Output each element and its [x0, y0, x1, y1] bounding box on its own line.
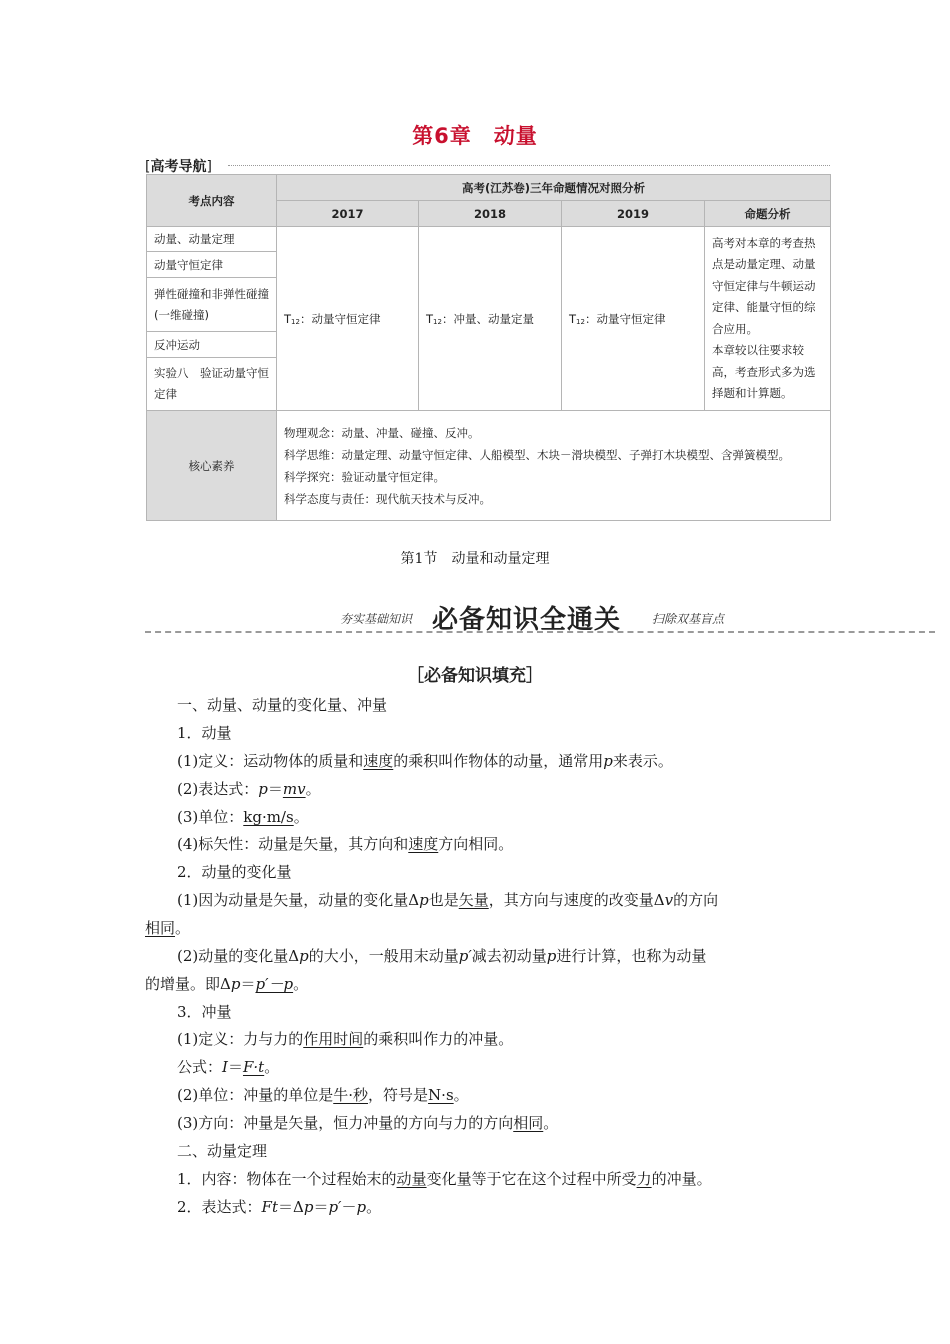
banner-main-text: 必备知识全通关 — [432, 605, 622, 635]
core-line: 科学思维：动量定理、动量守恒定律、人船模型、木块－滑块模型、子弹打木块模型、含弹簧模型。 — [284, 447, 790, 462]
text-line: (2)单位：冲量的单位是牛·秒，符号是N·s。 — [177, 1086, 469, 1104]
text-line: 公式：I＝F·t。 — [177, 1058, 280, 1076]
text-line: (2)动量的变化量Δp的大小，一般用末动量p′减去初动量p进行计算，也称为动量 — [177, 947, 707, 965]
text-line: (4)标矢性：动量是矢量，其方向和速度方向相同。 — [177, 835, 514, 853]
gaokao-nav-tag: [高考导航] — [145, 159, 212, 175]
question-2018: T12：冲量、动量定量 — [419, 227, 562, 411]
text-line: 的增量。即Δp＝p′－p。 — [145, 975, 309, 993]
header-exam-analysis: 高考(江苏卷)三年命题情况对照分析 — [277, 175, 831, 201]
core-literacy-content — [277, 411, 831, 521]
gaokao-nav-table — [146, 174, 831, 521]
analysis-paragraph: 高考对本章的考查热点是动量定理、动量守恒定律与牛顿运动定律、能量守恒的综合应用。 — [712, 235, 816, 336]
header-analysis: 命题分析 — [705, 201, 831, 227]
analysis-cell — [705, 227, 831, 411]
topic-cell: 动量、动量定理 — [147, 227, 277, 252]
analysis-paragraph: 本章较以往要求较高，考查形式多为选择题和计算题。 — [712, 343, 816, 400]
fill-title: ［必备知识填充］ — [407, 666, 543, 686]
text-line: 1．内容：物体在一个过程始末的动量变化量等于它在这个过程中所受力的冲量。 — [177, 1170, 712, 1188]
tag-divider — [228, 165, 830, 166]
subheading-impulse: 3．冲量 — [177, 1003, 232, 1021]
section-title: 第1节 动量和动量定理 — [400, 551, 550, 567]
heading-1: 一、动量、动量的变化量、冲量 — [177, 696, 388, 714]
topic-cell: 实验八 验证动量守恒定律 — [147, 358, 277, 411]
header-year-2017: 2017 — [277, 201, 419, 227]
core-line: 科学探究：验证动量守恒定律。 — [284, 469, 445, 484]
text-line: (2)表达式：p＝mv。 — [177, 780, 321, 798]
question-2017: T12：动量守恒定律 — [277, 227, 419, 411]
header-topic: 考点内容 — [147, 175, 277, 227]
text-line: (3)方向：冲量是矢量，恒力冲量的方向与力的方向相同。 — [177, 1114, 559, 1132]
topic-cell: 弹性碰撞和非弹性碰撞(一维碰撞) — [147, 278, 277, 332]
banner-divider — [145, 631, 935, 633]
subheading-momentum: 1．动量 — [177, 724, 232, 742]
text-line: 2．表达式：Ft＝Δp＝p′－p。 — [177, 1198, 382, 1216]
heading-2: 二、动量定理 — [177, 1142, 268, 1160]
text-line: (1)定义：力与力的作用时间的乘积叫作力的冲量。 — [177, 1030, 514, 1048]
text-line: (1)因为动量是矢量，动量的变化量Δp也是矢量，其方向与速度的改变量Δv的方向 — [177, 891, 719, 909]
text-line: 相同。 — [145, 919, 191, 937]
text-line: (3)单位：kg·m/s。 — [177, 808, 309, 826]
gaokao-nav-label: 高考导航 — [150, 159, 207, 175]
subheading-change: 2．动量的变化量 — [177, 863, 292, 881]
topic-cell: 动量守恒定律 — [147, 252, 277, 278]
core-line: 科学态度与责任：现代航天技术与反冲。 — [284, 491, 491, 506]
topic-cell: 反冲运动 — [147, 332, 277, 358]
header-year-2019: 2019 — [562, 201, 705, 227]
banner-left-text: 夯实基础知识 — [340, 612, 413, 626]
core-line: 物理观念：动量、冲量、碰撞、反冲。 — [284, 425, 480, 440]
header-year-2018: 2018 — [419, 201, 562, 227]
banner-right-text: 扫除双基盲点 — [652, 612, 725, 626]
core-literacy-label: 核心素养 — [147, 411, 277, 521]
text-line: (1)定义：运动物体的质量和速度的乘积叫作物体的动量，通常用p来表示。 — [177, 752, 673, 770]
question-2019: T12：动量守恒定律 — [562, 227, 705, 411]
chapter-title: 第6章 动量 — [412, 124, 538, 148]
